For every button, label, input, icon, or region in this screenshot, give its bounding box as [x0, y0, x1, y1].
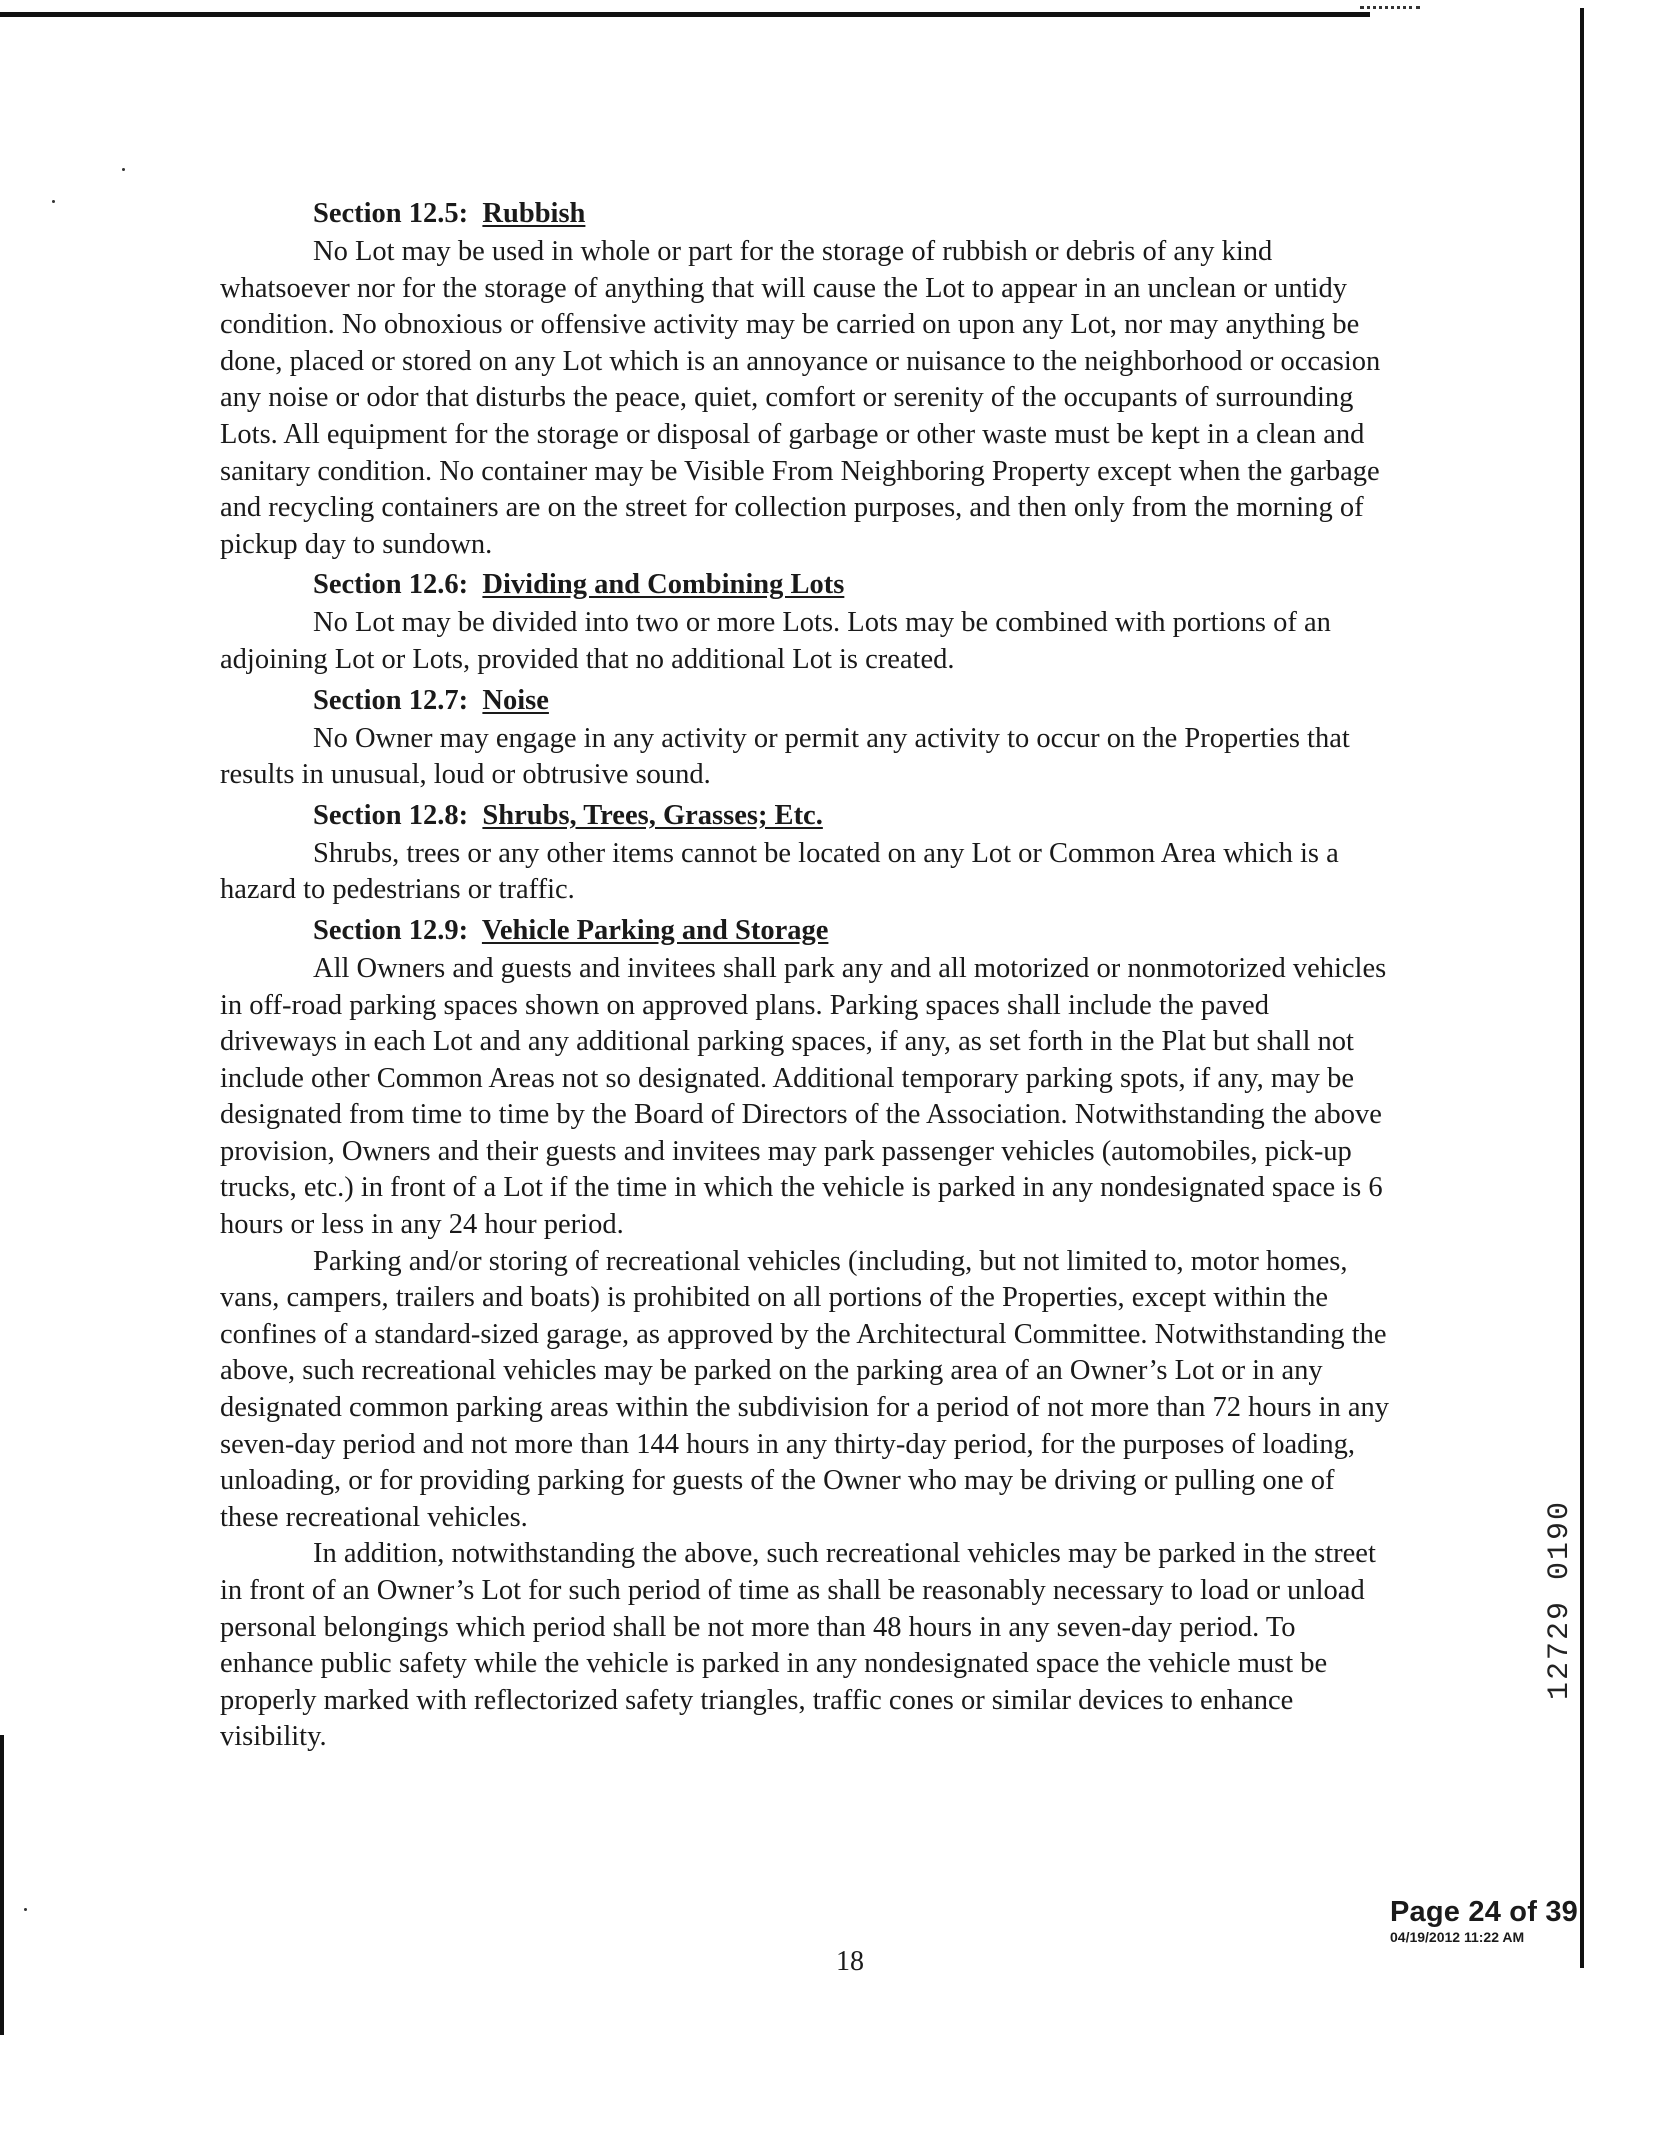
section-heading: [220, 196, 1390, 232]
scan-speck: [52, 200, 55, 203]
paragraph: All Owners and guests and invitees shall park any and all motorized or nonmotorized vehicles in off-road parking spaces shown on approved plans. Parking spaces shall include the paved driveways in each Lot and any additional parking spaces, if any, as set forth in the Plat but shall not include other Common Areas not so designated. Additional temporary parking spots, if any, may be designated from time to time by the Board of Directors of the Association. Notwithstanding the above provision, Owners and their guests and invitees may park passenger vehicles (automobiles, pick-up trucks, etc.) in front of a Lot if the time in which the vehicle is parked in any nondesignated space is 6 hours or less in any 24 hour period.: [220, 952, 1387, 1241]
top-scan-rule: [0, 12, 1370, 17]
section-12-8: [220, 798, 1390, 909]
page-number: 18: [836, 1946, 864, 1977]
document-body: [220, 196, 1390, 1756]
section-label: Section 12.6:: [313, 569, 469, 601]
section-label: Section 12.9:: [313, 914, 469, 946]
section-label: Section 12.8:: [313, 799, 469, 831]
section-heading: [220, 567, 1390, 603]
section-label: Section 12.7:: [313, 684, 469, 716]
section-title: Rubbish: [482, 198, 586, 229]
paragraph: No Lot may be used in whole or part for the storage of rubbish or debris of any kind whatsoever nor for the storage of anything that will cause the Lot to appear in an unclean or untidy condition. No obnoxious or offensive activity may be carried on upon any Lot, nor may anything be done, placed or stored on any Lot which is an annoyance or nuisance to the neighborhood or occasion any noise or odor that disturbs the peace, quiet, comfort or serenity of the occupants of surrounding Lots. All equipment for the storage or disposal of garbage or other waste must be kept in a clean and sanitary condition. No container may be Visible From Neighboring Property except when the garbage and recycling containers are on the street for collection purposes, and then only from the morning of pickup day to sundown.: [220, 236, 1381, 560]
section-12-9: [220, 913, 1390, 1756]
stamp-datetime: 04/19/2012 11:22 AM: [1390, 1929, 1525, 1945]
paragraph: No Owner may engage in any activity or permit any activity to occur on the Properties that results in unusual, loud or obtrusive sound.: [220, 722, 1350, 791]
section-12-6: [220, 567, 1390, 678]
recording-page-stamp: [1390, 1896, 1578, 1945]
scan-speck: [122, 168, 125, 171]
section-12-7: [220, 683, 1390, 794]
section-heading: [220, 798, 1390, 834]
section-title: Dividing and Combining Lots: [482, 569, 845, 601]
section-title: Vehicle Parking and Storage: [481, 914, 829, 946]
top-scan-rule-dots: [1360, 6, 1420, 13]
section-title: Shrubs, Trees, Grasses; Etc.: [482, 799, 823, 831]
paragraph: In addition, notwithstanding the above, such recreational vehicles may be parked in the street in front of an Owner’s Lot for such period of time as shall be reasonably necessary to load or unload personal belongings which period shall be not more than 48 hours in any seven-day period. To enhance public safety while the vehicle is parked in any nondesignated space the vehicle must be properly marked with reflectorized safety triangles, traffic cones or similar devices to enhance visibility.: [220, 1538, 1376, 1753]
section-heading: [220, 683, 1390, 719]
recording-side-stamp: 12729 0190: [1543, 1500, 1577, 1701]
section-title: Noise: [482, 684, 549, 716]
paragraph: Shrubs, trees or any other items cannot be located on any Lot or Common Area which is a hazard to pedestrians or traffic.: [220, 837, 1339, 906]
stamp-page-count: Page 24 of 39: [1390, 1896, 1578, 1928]
paragraph: No Lot may be divided into two or more Lots. Lots may be combined with portions of an adjoining Lot or Lots, provided that no additional Lot is created.: [220, 607, 1331, 675]
section-label: Section 12.5:: [313, 198, 469, 229]
section-heading: [220, 913, 1390, 949]
section-12-5: [220, 196, 1390, 563]
paragraph: Parking and/or storing of recreational vehicles (including, but not limited to, motor homes, vans, campers, trailers and boats) is prohibited on all portions of the Properties, except within the confines of a standard-sized garage, as approved by the Architectural Committee. Notwithstanding the above, such recreational vehicles may be parked on the parking area of an Owner’s Lot or in any designated common parking areas within the subdivision for a period of not more than 72 hours in any seven-day period and not more than 144 hours in any thirty-day period, for the purposes of loading, unloading, or for providing parking for guests of the Owner who may be driving or pulling one of these recreational vehicles.: [220, 1245, 1390, 1533]
right-scan-rule: [1580, 8, 1584, 1968]
left-scan-rule: [0, 1735, 4, 2035]
scan-speck: [24, 1908, 27, 1911]
